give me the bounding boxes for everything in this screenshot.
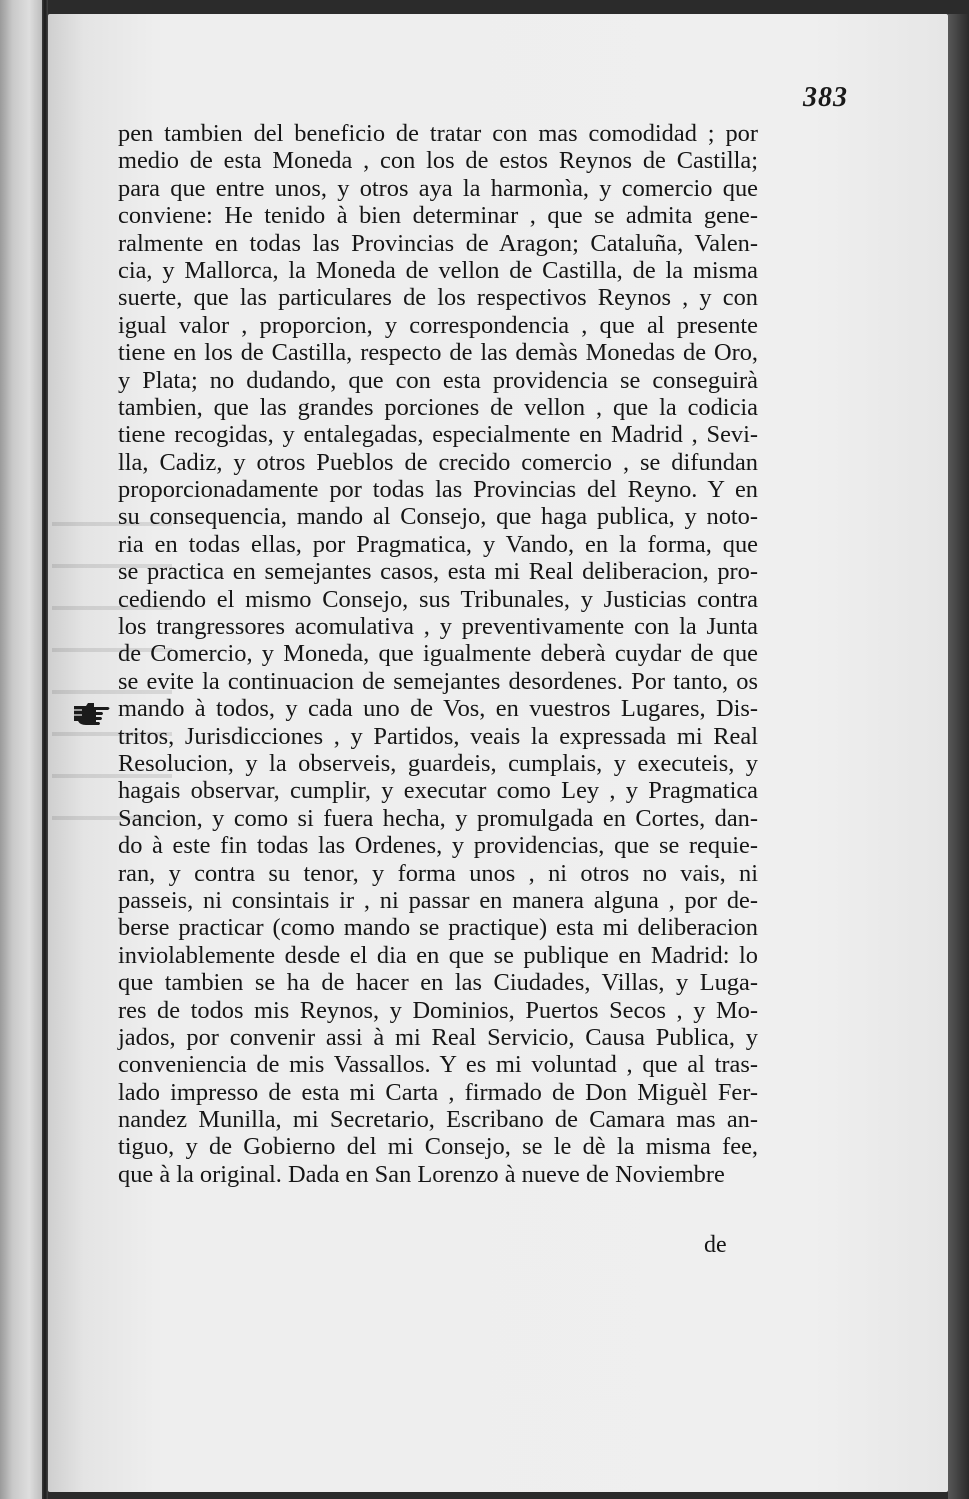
text-line: tiguo, y de Gobierno del mi Consejo, se le dè la misma fee, bbox=[118, 1133, 758, 1161]
text-line: ralmente en todas las Provincias de Aragon; Cataluña, Valen- bbox=[118, 229, 758, 257]
text-line: berse practicar (como mando se practique) esta mi deliberacion bbox=[118, 914, 758, 942]
body-text bbox=[118, 120, 758, 1188]
text-line: tiene en los de Castilla, respecto de las demàs Monedas de Oro, bbox=[118, 339, 758, 367]
text-line: tambien, que las grandes porciones de vellon , que la codicia bbox=[118, 393, 758, 421]
text-line: res de todos mis Reynos, y Dominios, Puertos Secos , y Mo- bbox=[118, 996, 758, 1024]
text-line: medio de esta Moneda , con los de estos Reynos de Castilla; bbox=[118, 147, 758, 175]
text-line: tiene recogidas, y entalegadas, especialmente en Madrid , Sevi- bbox=[118, 421, 758, 449]
text-line: mando à todos, y cada uno de Vos, en vuestros Lugares, Dis- bbox=[118, 695, 758, 723]
manicule-icon bbox=[72, 700, 112, 728]
text-line: lado impresso de esta mi Carta , firmado de Don Miguèl Fer- bbox=[118, 1078, 758, 1106]
text-line: su consequencia, mando al Consejo, que haga publica, y noto- bbox=[118, 503, 758, 531]
text-line: conveniencia de mis Vassallos. Y es mi voluntad , que al tras- bbox=[118, 1051, 758, 1079]
previous-page-edge bbox=[0, 0, 42, 1499]
text-line: suerte, que las particulares de los respectivos Reynos , y con bbox=[118, 284, 758, 312]
text-line: pen tambien del beneficio de tratar con mas comodidad ; por bbox=[118, 120, 758, 147]
folio-number: 383 bbox=[803, 82, 848, 113]
text-line: passeis, ni consintais ir , ni passar en manera alguna , por de- bbox=[118, 886, 758, 914]
text-line: conviene: He tenido à bien determinar , que se admita gene- bbox=[118, 202, 758, 230]
text-line: nandez Munilla, mi Secretario, Escribano de Camara mas an- bbox=[118, 1106, 758, 1134]
page-edge-shadow bbox=[948, 14, 969, 1499]
text-line: los trangressores acomulativa , y preventivamente con la Junta bbox=[118, 613, 758, 641]
text-line: lla, Cadiz, y otros Pueblos de crecido comercio , se difundan bbox=[118, 448, 758, 476]
text-line: se evite la continuacion de semejantes desordenes. Por tanto, os bbox=[118, 667, 758, 695]
text-line: Sancion, y como si fuera hecha, y promulgada en Cortes, dan- bbox=[118, 804, 758, 832]
text-line: cediendo el mismo Consejo, sus Tribunales, y Justicias contra bbox=[118, 585, 758, 613]
text-line: para que entre unos, y otros aya la harmonìa, y comercio que bbox=[118, 174, 758, 202]
text-line: hagais observar, cumplir, y executar como Ley , y Pragmatica bbox=[118, 777, 758, 805]
text-line: que à la original. Dada en San Lorenzo à nueve de Noviembre bbox=[118, 1160, 725, 1188]
text-line: cia, y Mallorca, la Moneda de vellon de Castilla, de la misma bbox=[118, 256, 758, 284]
catchword: de bbox=[704, 1232, 727, 1258]
text-line: do à este fin todas las Ordenes, y providencias, que se requie- bbox=[118, 832, 758, 860]
text-line: Resolucion, y la observeis, guardeis, cumplais, y executeis, y bbox=[118, 749, 758, 777]
text-line: inviolablemente desde el dia en que se publique en Madrid: lo bbox=[118, 941, 758, 969]
text-line: que tambien se ha de hacer en las Ciudades, Villas, y Luga- bbox=[118, 969, 758, 997]
text-line: de Comercio, y Moneda, que igualmente deberà cuydar de que bbox=[118, 640, 758, 668]
text-line: proporcionadamente por todas las Provincias del Reyno. Y en bbox=[118, 476, 758, 504]
text-line: tritos, Jurisdicciones , y Partidos, veais la expressada mi Real bbox=[118, 722, 758, 750]
text-line: y Plata; no dudando, que con esta providencia se conseguirà bbox=[118, 366, 758, 394]
text-line: ria en todas ellas, por Pragmatica, y Vando, en la forma, que bbox=[118, 530, 758, 558]
text-line: igual valor , proporcion, y correspondencia , que al presente bbox=[118, 311, 758, 339]
text-line: se practica en semejantes casos, esta mi Real deliberacion, pro- bbox=[118, 558, 758, 586]
text-line: jados, por convenir assi à mi Real Servicio, Causa Publica, y bbox=[118, 1023, 758, 1051]
text-line: ran, y contra su tenor, y forma unos , ni otros no vais, ni bbox=[118, 859, 758, 887]
